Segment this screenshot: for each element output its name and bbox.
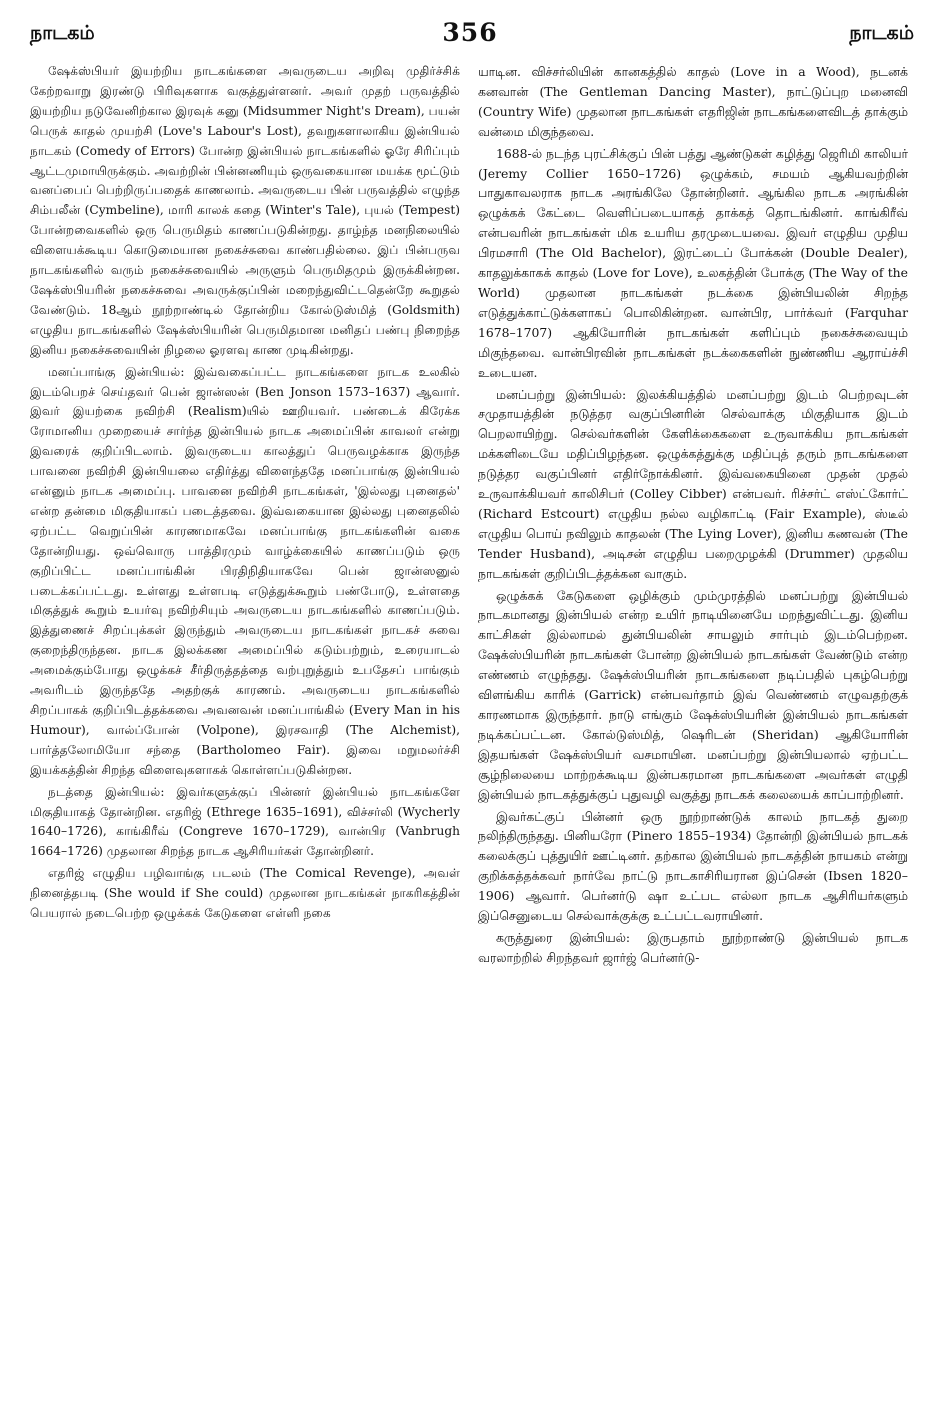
page-header: [0, 0, 940, 60]
paragraph: மனப்பாங்கு இன்பியல்: இவ்வகைப்பட்ட நாடகங்களை நாடக உலகில் இடம்பெறச் செய்தவர் பென் ஜான்ஸன் (Ben Jonson 1573–1637) ஆவார். இவர் இயற்கை நவிற்சி (Realism)யில் ஊறியவர். பண்டைக் கிரேக்க ரோமானிய முறையைச் சார்ந்த இன்பியல் நாடக அமைப்பின் காவலர் என்று இவரைக் குறிப்பிடலாம். இவருடைய காலத்துப் பெருவழக்காக இருந்த பாவனை நவிற்சி இன்பியலை எதிர்த்து விளைந்ததே மனப்பாங்கு இன்பியல் என்னும் நாடக அமைப்பு. பாவனை நவிற்சி நாடகங்கள், 'இல்லது புனைதல்' என்ற தன்மை மிகுதியாகப் படைத்தவை. இவ்வகையான இல்லது புனைதலில் ஏற்பட்ட வெறுப்பின் காரணமாகவே மனப்பாங்கு நாடகங்களின் வகை தோன்றியது. ஒவ்வொரு பாத்திரமும் வாழ்க்கையில் காணப்படும் ஒரு குறிப்பிட்ட மனப்பாங்கின் பிரதிநிதியாகவே பென் ஜான்ஸனுல் படைக்கப்பட்டது. உள்ளது உள்ளபடி எடுத்துக்கூறும் பண்போடு, உள்ளதை மிகுத்துக் கூறும் உயர்வு நவிற்சியும் அவருடைய நாடகங்களில் காணப்படும். இத்துணைச் சிறப்புக்கள் இருந்தும் அவருடைய நாடகங்கள் நாடகச் சுவை குறைந்திருந்தன. நாடக இலக்கண அமைப்பில் கடும்பற்றும், உரையாடல் அமைக்கும்போது ஒழுக்கச் சீர்திருத்தத்தை வற்புறுத்தும் உபதேசப் பாங்கும் அவரிடம் இருந்ததே அதற்குக் காரணம். அவருடைய நாடகங்களில் சிறப்பாகக் குறிப்பிடத்தக்கவை அவனவன் மனப்பாங்கில் (Every Man in his Humour), வால்ப்போன் (Volpone), இரசவாதி (The Alchemist), பார்த்தலோமியோ சந்தை (Bartholomeo Fair). இவை மறுமலர்ச்சி இயக்கத்தின் சிறந்த விளைவுகளாகக் கொள்ளப்படுகின்றன.: [30, 364, 460, 777]
paragraph: எதரிஜ் எழுதிய பழிவாங்கு படலம் (The Comical Revenge), அவள் நினைத்தபடி (She would if She could) முதலான நாடகங்கள் நாகரிகத்தின் பெயரால் நடைபெற்ற ஒழுக்கக் கேடுகளை எள்ளி நகை: [30, 866, 460, 921]
paragraph: 1688-ல் நடந்த புரட்சிக்குப் பின் பத்து ஆண்டுகள் கழித்து ஜெரிமி காலியர் (Jeremy Collier 1650–1726) ஒழுக்கம், சமயம் ஆகியவற்றின் பாதுகாவலராக நாடக அரங்கிலே தோன்றினர். ஆங்கில நாடக அரங்கின் ஒழுக்கக் கேட்டை வெளிப்படையாகத் தாக்கத் தொடங்கினர். காங்கிரீவ் என்பவரின் நாடகங்கள் மிக உயரிய தரமுடையவை. இவர் எழுதிய முதிய பிரமசாரி (The Old Bachelor), இரட்டைப் போக்கன் (Double Dealer), காதலுக்காகக் காதல் (Love for Love), உலகத்தின் போக்கு (The Way of the World) முதலான நாடகங்கள் நடக்கை இன்பியலின் சிறந்த எடுத்துக்காட்டுக்களாகப் பொலிகின்றன. வான்பிர, பார்க்வர் (Farquhar 1678–1707) ஆகியோரின் நாடகங்கள் களிப்பும் நகைச்சுவையும் மிகுந்தவை. வான்பிரவின் நாடகங்கள் நடக்கைகளின் நுண்ணிய ஆராய்ச்சி உடையன.: [478, 145, 908, 380]
running-title-right: நாடகம்: [849, 22, 914, 44]
page-number: 356: [442, 18, 498, 47]
right-column: [478, 62, 908, 970]
paragraph: இவர்கட்குப் பின்னர் ஒரு நூற்றாண்டுக் காலம் நாடகத் துறை நலிந்திருந்தது. பினியரோ (Pinero 1855–1934) தோன்றி இன்பியல் நாடகக் கலைக்குப் புத்துயிர் ஊட்டினர். தற்கால இன்பியல் நாடகத்தின் நாயகம் என்று குறிக்கத்தக்கவர் நார்வே நாட்டு நாடகாசிரியரான இப்சென் (Ibsen 1820–1906) ஆவார். பெர்னர்டு ஷா உட்பட எல்லா நாடக ஆசிரியர்களும் இப்செனுடைய செல்வாக்குக்கு உட்பட்டவராயினர்.: [478, 808, 908, 924]
paragraph: நடத்தை இன்பியல்: இவர்களுக்குப் பின்னர் இன்பியல் நாடகங்களே மிகுதியாகத் தோன்றின. எதரிஜ் (Ethrege 1635–1691), விச்சர்லி (Wycherly 1640–1726), காங்கிரீவ் (Congreve 1670–1729), வான்பிர (Vanbrugh 1664–1726) முதலான சிறந்த நாடக ஆசிரியர்கள் தோன்றினர்.: [30, 784, 460, 859]
left-column: [30, 62, 460, 926]
paragraph: ஒழுக்கக் கேடுகளை ஒழிக்கும் மும்முரத்தில் மனப்பற்று இன்பியல் நாடகமானது இன்பியல் என்ற உயிர் நாடியினையே மறந்துவிட்டது. இனிய காட்சிகள் இல்லாமல் துன்பியலின் சாயலும் சார்பும் இடம்பெற்றன. ஷேக்ஸ்பியரின் நாடகங்கள் போன்ற இன்பியல் நாடகங்கள் வேண்டும் என்ற எண்ணம் எழுந்தது. ஷேக்ஸ்பியரின் நாடகங்களை நடிப்பதில் புகழ்பெற்று விளங்கிய காரிக் (Garrick) என்பவர்தாம் இவ் வெண்ணம் எழுவதற்குக் காரணமாக இருந்தார். நாடு எங்கும் ஷேக்ஸ்பியரின் இன்பியல் நாடகங்கள் நடிக்கப்பட்டன. கோல்டுஸ்மித், ஷெரிடன் (Sheridan) ஆகியோரின் இதயங்கள் ஷேக்ஸ்பியர் வசமாயின. மனப்பற்று இன்பியலால் ஏற்பட்ட சூழ்நிலையை மாற்றக்கூடிய இன்பகரமான நாடகங்களை அவர்கள் எழுதி இன்பியல் நாடகத்துக்குப் புதுவழி வகுத்து நாடகக் கலையைக் காப்பாற்றினர்.: [478, 587, 908, 802]
paragraph: கருத்துரை இன்பியல்: இருபதாம் நூற்றாண்டு இன்பியல் நாடக வரலாற்றில் சிறந்தவர் ஜார்ஜ் பெர்னர்டு-: [478, 929, 908, 965]
running-title-left: நாடகம்: [30, 22, 95, 44]
paragraph: ஷேக்ஸ்பியர் இயற்றிய நாடகங்களை அவருடைய அறிவு முதிர்ச்சிக் கேற்றவாறு இரண்டு பிரிவுகளாக வகுத்துள்ளனர். அவர் முதற் பருவத்தில் இயற்றிய நடுவேனிற்கால இரவுக் கனு (Midsummer Night's Dream), பயன் பெருக் காதல் முயற்சி (Love's Labour's Lost), தவறுகளாலாகிய இன்பியல் நாடகம் (Comedy of Errors) போன்ற இன்பியல் நாடகங்களில் ஓரே சிரிப்பும் ஆட்டமுமாயிருக்கும். அவற்றின் பின்னணியும் ஒருவகையான மயக்க மூட்டும் வனப்பைப் பெற்றிருப்பதைக் காணலாம். அவருடைய பின் பருவத்தில் எழுந்த சிம்பலீன் (Cymbeline), மாரி காலக் கதை (Winter's Tale), புயல் (Tempest) போன்றவைகளில் ஒரு பெருமிதம் காணப்படுகின்றது. தாழ்ந்த மனநிலையில் விளையக்கூடிய கொடுமையான நகைச்சுவை காண்பதில்லை. இப் பின்பருவ நாடகங்களில் வரும் நகைச்சுவையில் அருளும் பெருமிதமும் இருக்கின்றன. ஷேக்ஸ்பியரின் நகைச்சுவை அவருக்குப்பின் மறைந்துவிட்டதென்றே கூறுதல் வேண்டும். 18ஆம் நூற்றாண்டில் தோன்றிய கோல்டுஸ்மித் (Goldsmith) எழுதிய நாடகங்களில் ஷேக்ஸ்பியரின் பெருமிதமான மனிதப் பண்பு நிறைந்த இனிய நகைச்சுவையின் நிழலை ஓரளவு காண முடிகின்றது.: [30, 64, 460, 357]
paragraph-continued: யாடின. விச்சர்லியின் கானகத்தில் காதல் (Love in a Wood), நடனக் கனவான் (The Gentleman Dancing Master), நாட்டுப்புற மனைவி (Country Wife) முதலான நாடகங்கள் எதரிஜின் நாடகங்களைவிடத் தாக்கும் வன்மை மிகுந்தவை.: [478, 64, 908, 139]
paragraph: மனப்பற்று இன்பியல்: இலக்கியத்தில் மனப்பற்று இடம் பெற்றவுடன் சமுதாயத்தின் நடுத்தர வகுப்பினரின் செல்வாக்கு மிகுதியாக இடம் பெறலாயிற்று. செல்வர்களின் கேளிக்கைகளை உருவாக்கிய நாடகங்கள் மக்களிடையே மதிப்பிழந்தன. ஒழுக்கத்துக்கு மதிப்புத் தரும் நாடகங்களை நடுத்தர வகுப்பினர் எதிர்நோக்கினர். இவ்வகையினை முதன் முதல் உருவாக்கியவர் காலிசிபர் (Colley Cibber) என்பவர். ரிச்சர்ட் எஸ்ட்கோர்ட் (Richard Estcourt) எழுதிய நல்ல வழிகாட்டி (Fair Example), ஸ்டீல் எழுதிய பொய் நவிலும் காதலன் (The Lying Lover), இனிய கணவன் (The Tender Husband), அடிசன் எழுதிய பறைமுழக்கி (Drummer) முதலிய நாடகங்கள் குறிப்பிடத்தக்கன வாகும்.: [478, 386, 908, 581]
